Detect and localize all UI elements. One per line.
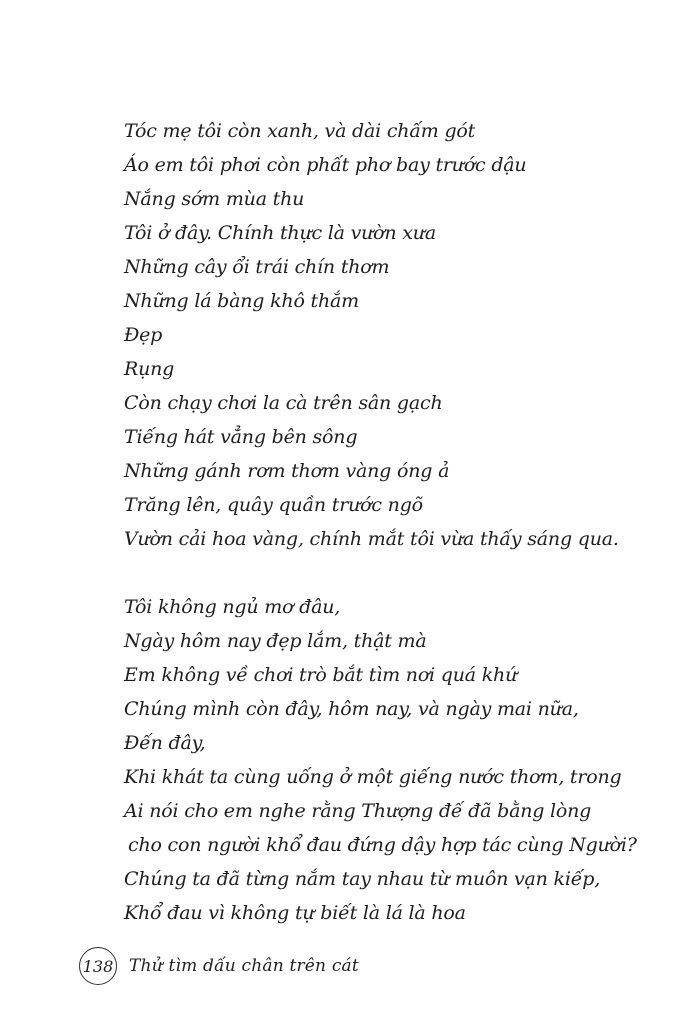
poem-line: Vườn cải hoa vàng, chính mắt tôi vừa thấy sáng qua. <box>124 528 619 550</box>
page-footer <box>79 944 359 988</box>
poem-line: Chúng mình còn đây, hôm nay, và ngày mai nữa, <box>124 698 579 720</box>
poem-line: Những cây ổi trái chín thơm <box>124 256 390 278</box>
poem-line: Trăng lên, quây quần trước ngõ <box>124 494 423 516</box>
poem-line: Khổ đau vì không tự biết là lá là hoa <box>124 902 466 924</box>
poem <box>124 114 644 930</box>
stanza-1 <box>124 114 644 556</box>
poem-line: Đến đây, <box>124 732 206 754</box>
poem-line: Nắng sớm mùa thu <box>124 188 305 210</box>
poem-line: Ai nói cho em nghe rằng Thượng đế đã bằng lòng <box>124 800 592 822</box>
poem-line: Khi khát ta cùng uống ở một giếng nước thơm, trong <box>124 766 622 788</box>
poem-line: Em không về chơi trò bắt tìm nơi quá khứ <box>124 664 518 686</box>
poem-line: cho con người khổ đau đứng dậy hợp tác cùng Người? <box>128 834 637 856</box>
poem-line: Những gánh rơm thơm vàng óng ả <box>124 460 450 482</box>
running-title: Thử tìm dấu chân trên cát <box>129 956 359 976</box>
poem-line: Đẹp <box>124 324 163 346</box>
poem-line: Chúng ta đã từng nắm tay nhau từ muôn vạn kiếp, <box>124 868 601 890</box>
poem-line: Tôi ở đây. Chính thực là vườn xưa <box>124 222 436 244</box>
page-number: 138 <box>79 947 117 985</box>
poem-line: Ngày hôm nay đẹp lắm, thật mà <box>124 630 427 652</box>
poem-line: Tóc mẹ tôi còn xanh, và dài chấm gót <box>124 120 476 142</box>
poem-line: Tiếng hát vẳng bên sông <box>124 426 358 448</box>
poem-line: Rụng <box>124 358 175 380</box>
poem-line: Áo em tôi phơi còn phất phơ bay trước dậu <box>124 154 527 176</box>
poem-line: Những lá bàng khô thắm <box>124 290 359 312</box>
poem-line: Tôi không ngủ mơ đâu, <box>124 596 341 618</box>
poem-line: Còn chạy chơi la cà trên sân gạch <box>124 392 443 414</box>
stanza-2 <box>124 590 644 930</box>
